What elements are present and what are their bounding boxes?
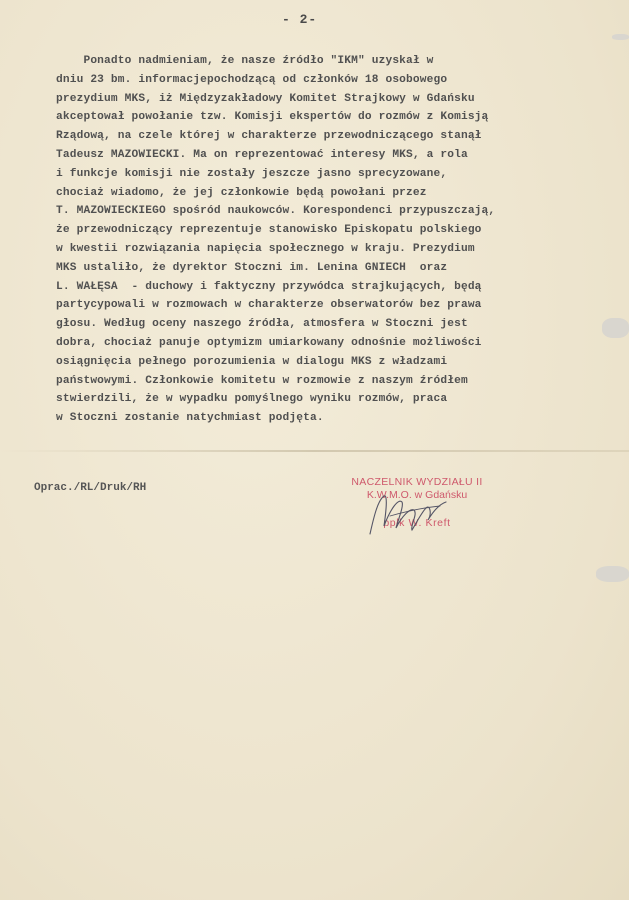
stamp-title: NACZELNIK WYDZIAŁU II <box>351 476 483 488</box>
text-line: w Stoczni zostanie natychmiast podjęta. <box>56 412 324 425</box>
text-line: Ponadto nadmieniam, że nasze źródło "IKM" uzyskał w <box>56 55 434 67</box>
text-line: prezydium MKS, iż Międzyzakładowy Komitet Strajkowy w Gdańsku <box>56 92 475 105</box>
text-line: w kwestii rozwiązania napięcia społecznego w kraju. Prezydium <box>56 242 475 255</box>
text-line: MKS ustaliło, że dyrektor Stoczni im. Lenina GNIECH oraz <box>56 261 448 274</box>
text-line: i funkcje komisji nie zostały jeszcze jasno sprecyzowane, <box>56 167 448 180</box>
stamp-signatory: ppłk W. Kreft <box>383 517 451 529</box>
text-line: dobra, chociaż panuje optymizm umiarkowany odnośnie możliwości <box>56 336 482 349</box>
text-line: dniu 23 bm. informacjepochodzącą od członków 18 osobowego <box>56 73 448 86</box>
prepared-by-note: Oprac./RL/Druk/RH <box>34 482 147 494</box>
body-text <box>56 52 556 428</box>
text-line: stwierdzili, że w wypadku pomyślnego wyniku rozmów, praca <box>56 393 448 406</box>
torn-edge-mark <box>612 34 629 40</box>
paper-fold-line <box>0 450 629 452</box>
text-line: że przewodniczący reprezentuje stanowisko Episkopatu polskiego <box>56 224 482 237</box>
torn-edge-mark <box>596 566 629 582</box>
text-line: partycypowali w rozmowach w charakterze obserwatorów bez prawa <box>56 299 482 312</box>
text-line: L. WAŁĘSA - duchowy i faktyczny przywódca strajkujących, będą <box>56 280 482 293</box>
text-line: akceptował powołanie tzw. Komisji ekspertów do rozmów z Komisją <box>56 111 489 124</box>
text-line: państwowymi. Członkowie komitetu w rozmowie z naszym źródłem <box>56 374 468 387</box>
handwritten-signature <box>360 486 460 546</box>
text-line: chociaż wiadomo, że jej członkowie będą powołani przez <box>56 186 427 199</box>
torn-edge-mark <box>602 318 629 338</box>
text-line: Rządową, na czele której w charakterze przewodniczącego stanął <box>56 130 482 143</box>
text-line: głosu. Według oceny naszego źródła, atmosfera w Stoczni jest <box>56 318 468 331</box>
text-line: Tadeusz MAZOWIECKI. Ma on reprezentować interesy MKS, a rola <box>56 148 468 161</box>
page-number: - 2- <box>282 12 318 27</box>
text-line: osiągnięcia pełnego porozumienia w dialogu MKS z władzami <box>56 355 448 368</box>
stamp-office: K.W.M.O. w Gdańsku <box>366 489 468 501</box>
text-line: T. MAZOWIECKIEGO spośród naukowców. Korespondenci przypuszczają, <box>56 205 496 218</box>
